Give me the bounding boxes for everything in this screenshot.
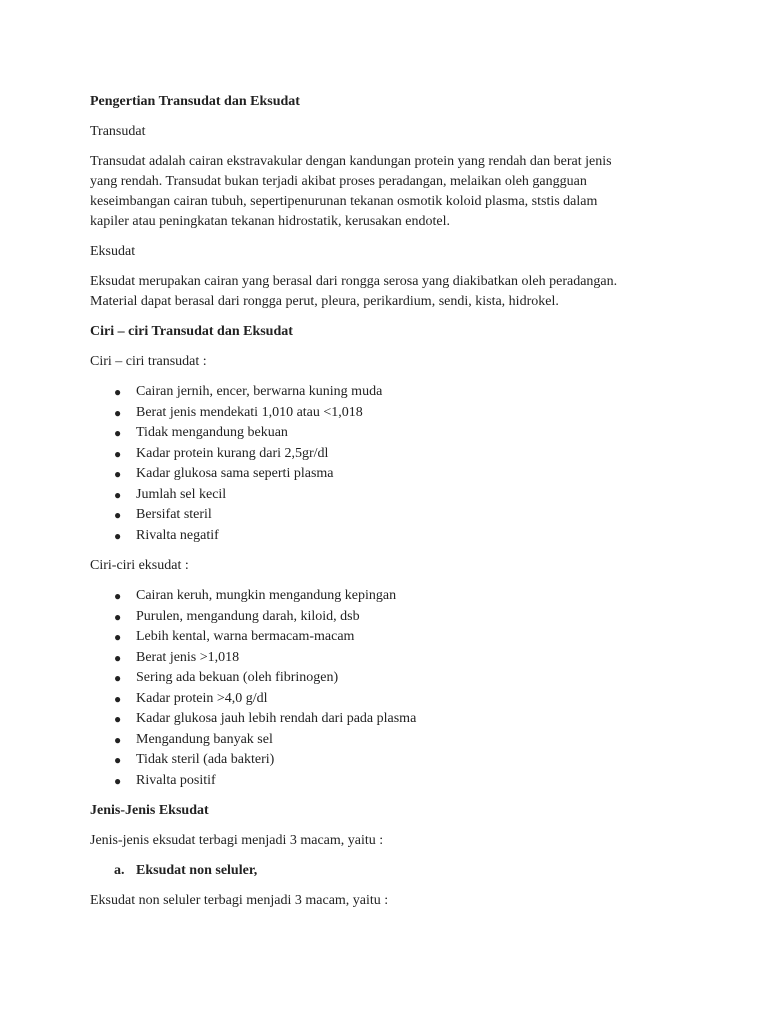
bullet-icon: ● (114, 630, 122, 644)
list-item: ● Berat jenis >1,018 (90, 648, 690, 669)
paragraph-line: yang rendah. Transudat bukan terjadi akibat proses peradangan, melaikan oleh gangguan (90, 174, 587, 189)
bullet-icon: ● (114, 732, 122, 747)
section-title-ciri: Ciri – ciri Transudat dan Eksudat (90, 324, 293, 339)
paragraph-line: keseimbangan cairan tubuh, sepertipenurunan tekanan osmotik koloid plasma, ststis dalam (90, 194, 598, 209)
list-item: ● Bersifat steril (90, 505, 690, 526)
paragraph-line: Transudat adalah cairan ekstravakular dengan kandungan protein yang rendah dan berat jenis (90, 154, 612, 169)
bullet-icon: ● (114, 487, 122, 502)
list-item: ● Kadar protein >4,0 g/dl (90, 689, 690, 710)
list-item: ● Purulen, mengandung darah, kiloid, dsb (90, 607, 690, 628)
list-item: ● Lebih kental, warna bermacam-macam (90, 627, 690, 648)
non-seluler-intro: Eksudat non seluler terbagi menjadi 3 macam, yaitu : (90, 893, 389, 908)
bullet-icon: ● (114, 426, 122, 440)
ciri-transudat-label: Ciri – ciri transudat : (90, 354, 207, 369)
paragraph-line: kapiler atau peningkatan tekanan hidrostatik, kerusakan endotel. (90, 214, 450, 229)
list-item: ● Rivalta positif (90, 771, 690, 792)
list-item: ● Kadar glukosa jauh lebih rendah dari pada plasma (90, 709, 690, 730)
bullet-icon: ● (114, 405, 122, 420)
list-item: ● Tidak mengandung bekuan (90, 423, 690, 444)
alpha-marker: a. (114, 863, 125, 878)
bullet-icon: ● (114, 650, 122, 665)
list-item: ● Tidak steril (ada bakteri) (90, 750, 690, 771)
list-item: ● Sering ada bekuan (oleh fibrinogen) (90, 668, 690, 689)
heading-eksudat: Eksudat (90, 244, 136, 259)
jenis-intro: Jenis-jenis eksudat terbagi menjadi 3 macam, yaitu : (90, 833, 384, 848)
ciri-transudat-list (90, 382, 690, 546)
alpha-list-item (90, 861, 690, 881)
list-item: ● Rivalta negatif (90, 526, 690, 547)
paragraph-eksudat (90, 272, 690, 312)
bullet-icon: ● (114, 467, 122, 481)
list-item: ● Kadar protein kurang dari 2,5gr/dl (90, 444, 690, 465)
bullet-icon: ● (114, 609, 122, 624)
bullet-icon: ● (114, 691, 122, 706)
paragraph-line: Eksudat merupakan cairan yang berasal dari rongga serosa yang diakibatkan oleh peradangan. (90, 274, 618, 289)
ciri-eksudat-label: Ciri-ciri eksudat : (90, 558, 189, 573)
bullet-icon: ● (114, 508, 122, 522)
list-item: ● Cairan jernih, encer, berwarna kuning muda (90, 382, 690, 403)
bullet-icon: ● (114, 528, 122, 543)
document-title: Pengertian Transudat dan Eksudat (90, 94, 300, 109)
heading-transudat: Transudat (90, 124, 146, 139)
bullet-icon: ● (114, 385, 122, 399)
list-item: ● Mengandung banyak sel (90, 730, 690, 751)
alpha-item-label: Eksudat non seluler, (136, 863, 258, 878)
bullet-icon: ● (114, 773, 122, 788)
list-item: ● Cairan keruh, mungkin mengandung kepingan (90, 586, 690, 607)
list-item: ● Berat jenis mendekati 1,010 atau <1,018 (90, 403, 690, 424)
bullet-icon: ● (114, 671, 122, 685)
bullet-icon: ● (114, 753, 122, 767)
list-item: ● Kadar glukosa sama seperti plasma (90, 464, 690, 485)
document-page (90, 92, 690, 911)
bullet-icon: ● (114, 712, 122, 726)
bullet-icon: ● (114, 446, 122, 461)
list-item: ● Jumlah sel kecil (90, 485, 690, 506)
section-title-jenis: Jenis-Jenis Eksudat (90, 803, 209, 818)
ciri-eksudat-list (90, 586, 690, 791)
paragraph-transudat (90, 152, 690, 232)
paragraph-line: Material dapat berasal dari rongga perut, pleura, perikardium, sendi, kista, hidrokel. (90, 294, 559, 309)
bullet-icon: ● (114, 589, 122, 603)
